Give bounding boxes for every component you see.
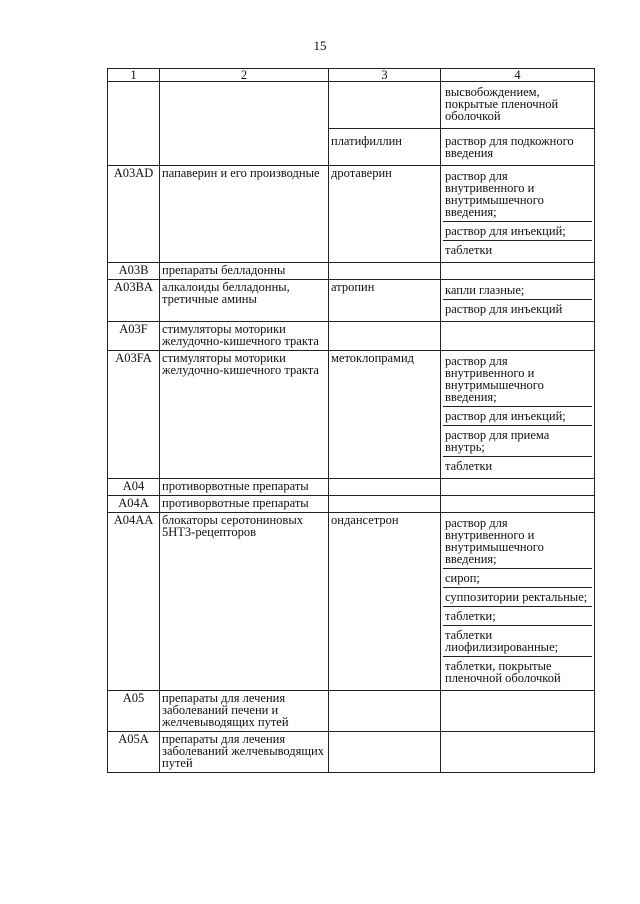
table-row: [108, 732, 595, 773]
atc-code-cell: A03FA: [108, 351, 160, 479]
dosage-forms-cell: [441, 129, 595, 166]
dosage-forms-cell: [441, 280, 595, 322]
atc-code-cell: A03B: [108, 263, 160, 280]
drug-name-cell: [329, 691, 441, 732]
atc-code-cell: A03F: [108, 322, 160, 351]
drug-table: [107, 68, 595, 773]
dosage-form-item: раствор для инъекций;: [443, 407, 592, 426]
table-row: [108, 496, 595, 513]
anatomical-group-cell: [160, 82, 329, 166]
column-header-2: 2: [160, 69, 329, 82]
dosage-form-item: суппозитории ректальные;: [443, 588, 592, 607]
table-row: [108, 479, 595, 496]
dosage-forms-cell: [441, 513, 595, 691]
table-row: [108, 691, 595, 732]
drug-name-cell: платифиллин: [329, 129, 441, 166]
dosage-form-item: раствор для подкожного введения: [445, 134, 574, 160]
drug-name-cell: ондансетрон: [329, 513, 441, 691]
page-number: 15: [313, 38, 327, 53]
dosage-forms-cell: [441, 691, 595, 732]
drug-name-cell: атропин: [329, 280, 441, 322]
table-row: [108, 82, 595, 129]
anatomical-group-cell: противорвотные препараты: [160, 479, 329, 496]
drug-name-cell: [329, 82, 441, 129]
anatomical-group-cell: алкалоиды белладонны, третичные амины: [160, 280, 329, 322]
dosage-form-item: раствор для инъекций;: [443, 222, 592, 241]
atc-code-cell: A04A: [108, 496, 160, 513]
table-row: [108, 263, 595, 280]
table-body: [108, 82, 595, 773]
atc-code-cell: A04: [108, 479, 160, 496]
dosage-forms-cell: [441, 732, 595, 773]
dosage-forms-cell: [441, 263, 595, 280]
table-row: [108, 322, 595, 351]
anatomical-group-cell: препараты для лечения заболеваний печени и желчевыводящих путей: [160, 691, 329, 732]
drug-name-cell: [329, 479, 441, 496]
dosage-form-item: таблетки, покрытые пленочной оболочкой: [445, 659, 561, 685]
dosage-forms-cell: [441, 496, 595, 513]
anatomical-group-cell: противорвотные препараты: [160, 496, 329, 513]
anatomical-group-cell: папаверин и его производные: [160, 166, 329, 263]
dosage-form-item: капли глазные;: [443, 281, 592, 300]
atc-code-cell: A04AA: [108, 513, 160, 691]
dosage-form-item: сироп;: [443, 569, 592, 588]
dosage-form-item: раствор для внутривенного и внутримышечного введения;: [443, 514, 592, 569]
anatomical-group-cell: стимуляторы моторики желудочно-кишечного тракта: [160, 322, 329, 351]
drug-name-cell: [329, 322, 441, 351]
dosage-form-item: раствор для внутривенного и внутримышечного введения;: [443, 352, 592, 407]
dosage-form-item: таблетки: [445, 243, 493, 257]
dosage-forms-cell: [441, 479, 595, 496]
anatomical-group-cell: препараты для лечения заболеваний желчевыводящих путей: [160, 732, 329, 773]
table-row: [108, 280, 595, 322]
dosage-forms-cell: [441, 166, 595, 263]
column-header-1: 1: [108, 69, 160, 82]
anatomical-group-cell: блокаторы серотониновых 5HT3-рецепторов: [160, 513, 329, 691]
anatomical-group-cell: препараты белладонны: [160, 263, 329, 280]
dosage-forms-cell: [441, 82, 595, 129]
drug-name-cell: [329, 496, 441, 513]
atc-code-cell: A05: [108, 691, 160, 732]
dosage-form-item: раствор для инъекций: [445, 302, 563, 316]
dosage-form-item: высвобождением, покрытые пленочной оболочкой: [445, 85, 559, 123]
dosage-form-item: таблетки лиофилизированные;: [443, 626, 592, 657]
table-header-row: [108, 69, 595, 82]
dosage-form-item: таблетки;: [443, 607, 592, 626]
drug-name-cell: метоклопрамид: [329, 351, 441, 479]
drug-name-cell: дротаверин: [329, 166, 441, 263]
table-row: [108, 166, 595, 263]
table-row: [108, 351, 595, 479]
dosage-forms-cell: [441, 322, 595, 351]
dosage-form-item: раствор для внутривенного и внутримышечного введения;: [443, 167, 592, 222]
table-row: [108, 513, 595, 691]
dosage-form-item: таблетки: [445, 459, 493, 473]
dosage-forms-cell: [441, 351, 595, 479]
atc-code-cell: [108, 82, 160, 166]
atc-code-cell: A03BA: [108, 280, 160, 322]
drug-name-cell: [329, 263, 441, 280]
column-header-3: 3: [329, 69, 441, 82]
drug-name-cell: [329, 732, 441, 773]
atc-code-cell: A05A: [108, 732, 160, 773]
dosage-form-item: раствор для приема внутрь;: [443, 426, 592, 457]
atc-code-cell: A03AD: [108, 166, 160, 263]
anatomical-group-cell: стимуляторы моторики желудочно-кишечного тракта: [160, 351, 329, 479]
column-header-4: 4: [441, 69, 595, 82]
